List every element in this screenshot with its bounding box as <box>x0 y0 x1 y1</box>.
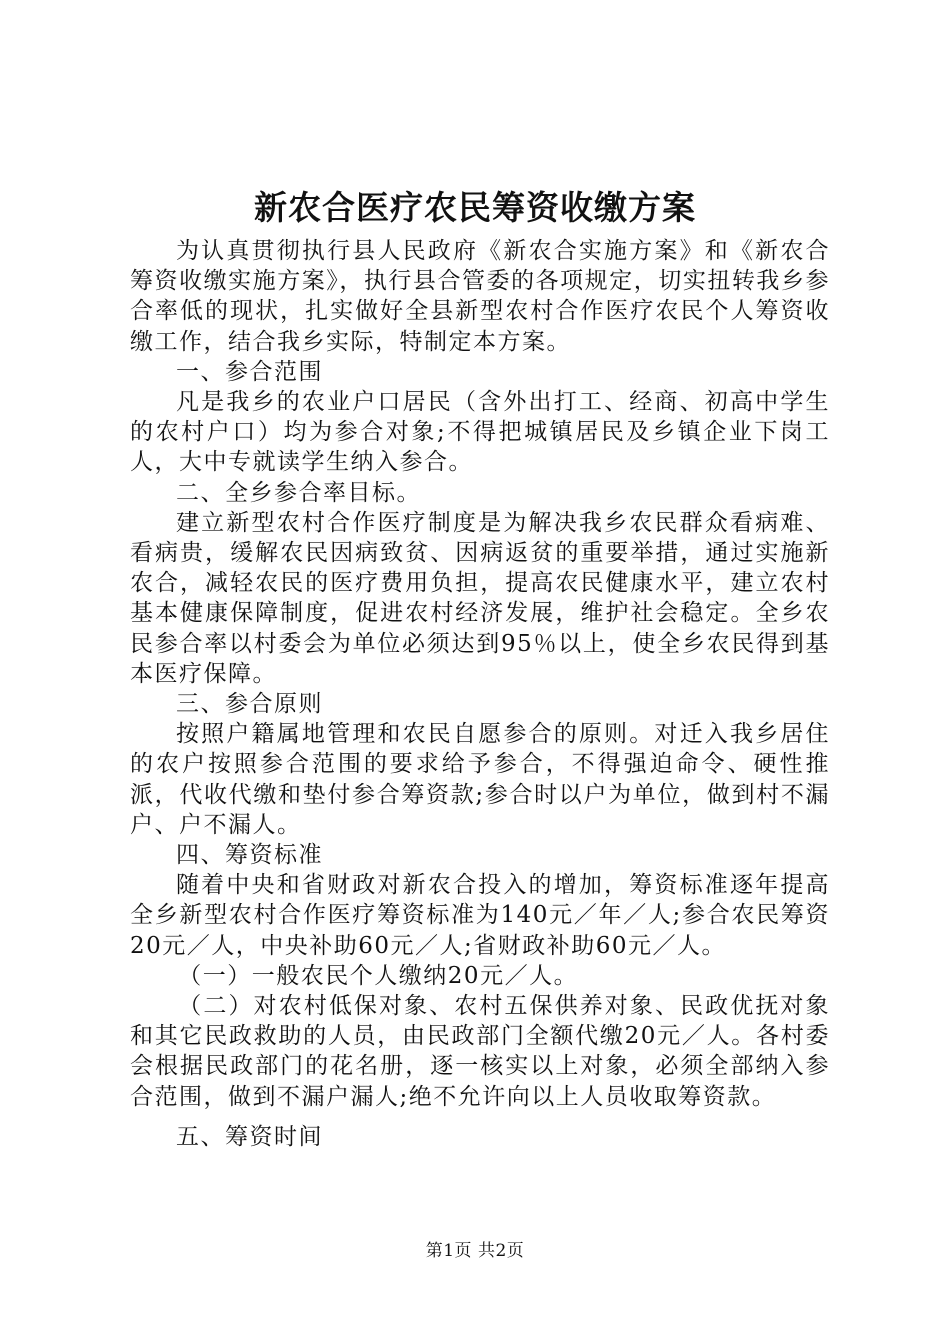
page-footer: 第1页 共2页 <box>425 1241 525 1261</box>
intro-paragraph: 为认真贯彻执行县人民政府《新农合实施方案》和《新农合筹资收缴实施方案》，执行县合管委的各项规定，切实扭转我乡参合率低的现状，扎实做好全县新型农村合作医疗农民个人筹资收缴工作，结合我乡实际，特制定本方案。 <box>130 238 830 355</box>
standard-item-2: （二）对农村低保对象、农村五保供养对象、民政优抚对象和其它民政救助的人员，由民政部门全额代缴20元／人。各村委会根据民政部门的花名册，逐一核实以上对象，必须全部纳入参合范围，做到不漏户漏人;绝不允许向以上人员收取筹资款。 <box>130 993 830 1110</box>
standard-paragraph: 随着中央和省财政对新农合投入的增加，筹资标准逐年提高全乡新型农村合作医疗筹资标准为140元／年／人;参合农民筹资20元／人，中央补助60元／人;省财政补助60元／人。 <box>130 872 830 959</box>
document-title: 新农合医疗农民筹资收缴方案 <box>254 188 696 227</box>
target-paragraph: 建立新型农村合作医疗制度是为解决我乡农民群众看病难、看病贵，缓解农民因病致贫、因病返贫的重要举措，通过实施新农合，减轻农民的医疗费用负担，提高农民健康水平，建立农村基本健康保障制度，促进农村经济发展，维护社会稳定。全乡农民参合率以村委会为单位必须达到95％以上，使全乡农民得到基本医疗保障。 <box>130 509 830 687</box>
section-heading-target: 二、全乡参合率目标。 <box>176 479 421 506</box>
principle-paragraph: 按照户籍属地管理和农民自愿参合的原则。对迁入我乡居住的农户按照参合范围的要求给予参合，不得强迫命令、硬性推派，代收代缴和垫付参合筹资款;参合时以户为单位，做到村不漏户、户不漏人。 <box>130 721 830 838</box>
scope-paragraph: 凡是我乡的农业户口居民（含外出打工、经商、初高中学生的农村户口）均为参合对象;不得把城镇居民及乡镇企业下岗工人，大中专就读学生纳入参合。 <box>130 389 830 476</box>
standard-item-1: （一）一般农民个人缴纳20元／人。 <box>178 962 579 989</box>
section-heading-standard: 四、筹资标准 <box>176 842 323 869</box>
section-heading-time: 五、筹资时间 <box>176 1123 323 1150</box>
section-heading-scope: 一、参合范围 <box>176 358 323 385</box>
document-body <box>130 236 830 1152</box>
section-heading-principle: 三、参合原则 <box>176 691 323 718</box>
